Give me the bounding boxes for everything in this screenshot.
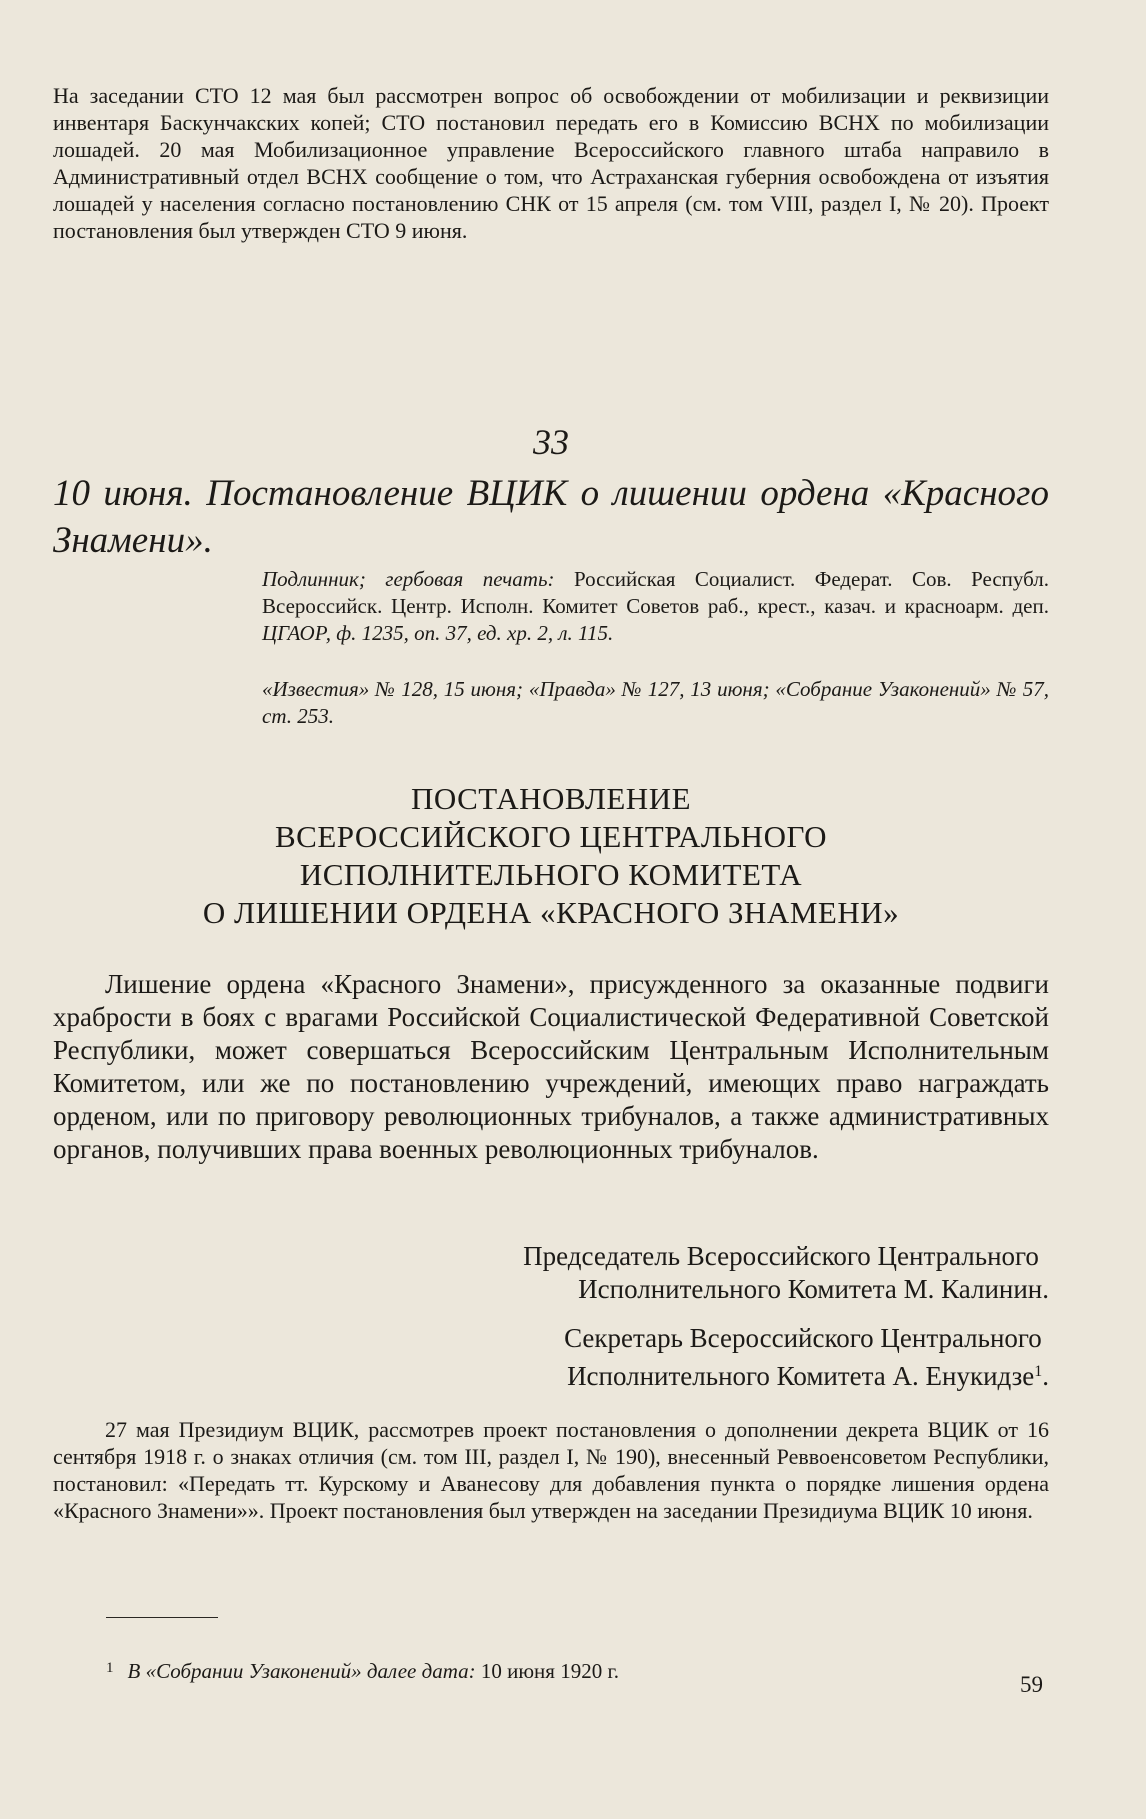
decree-title-line: ПОСТАНОВЛЕНИЕ: [410, 781, 692, 816]
decree-title-line: О ЛИШЕНИИ ОРДЕНА «КРАСНОГО ЗНАМЕНИ»: [202, 895, 900, 930]
signature-end: .: [1042, 1361, 1049, 1391]
editorial-note: 27 мая Президиум ВЦИК, рассмотрев проект постановления о дополнении декрета ВЦИК от 16 сентября 1918 г. о знаках отличия (см. том III, раздел I, № 190), внесенный Реввоенсоветом Республики, постановил: «Передать тт. Курскому и Аванесову для добавления пункта о порядке лишения ордена «Красного Знамени»». Проект постановления был утвержден на заседании Президиума ВЦИК 10 июня.: [53, 1417, 1049, 1523]
footnote-date: 10 июня 1920 г.: [480, 1659, 619, 1683]
document-number: 33: [533, 422, 569, 462]
decree-title-line: ИСПОЛНИТЕЛЬНОГО КОМИТЕТА: [299, 857, 803, 892]
page-number: 59: [1020, 1672, 1043, 1697]
footnote-divider: [106, 1617, 218, 1618]
signature-line: Председатель Всероссийского Центрального: [523, 1241, 1039, 1271]
signature-line: Секретарь Всероссийского Центрального: [564, 1323, 1042, 1353]
source-archive: ЦГАОР, ф. 1235, оп. 37, ед. хр. 2, л. 115.: [262, 621, 614, 645]
decree-title-line: ВСЕРОССИЙСКОГО ЦЕНТРАЛЬНОГО: [274, 819, 827, 854]
source-original: [262, 566, 1049, 647]
source-label: Подлинник; гербовая печать:: [262, 567, 555, 591]
source-publications: «Известия» № 128, 15 июня; «Правда» № 127, 13 июня; «Собрание Узаконений» № 57, ст. 253.: [262, 677, 1049, 728]
decree-body: Лишение ордена «Красного Знамени», присужденного за оказанные подвиги храбрости в боях с врагами Российской Социалистической Федеративной Советской Республики, может совершаться Всероссийским Центральным Исполнительным Комитетом, или же по постановлению учреждений, имеющих право награждать орденом, или по приговору революционных трибуналов, а также административных органов, получивших права военных революционных трибуналов.: [53, 969, 1049, 1164]
document-heading: 10 июня. Постановление ВЦИК о лишении ордена «Красного Знамени».: [53, 473, 1049, 561]
footnote-italic: В «Собрании Узаконений» далее дата:: [127, 1659, 476, 1683]
signature-secretary: [564, 1322, 1049, 1393]
footnote-reference: 1: [1034, 1363, 1043, 1380]
intro-paragraph: На заседании СТО 12 мая был рассмотрен вопрос об освобождении от мобилизации и реквизиции инвентаря Баскунчакских копей; СТО постановил передать его в Комиссию ВСНХ по мобилизации лошадей. 20 мая Мобилизационное управление Всероссийского главного штаба направило в Административный отдел ВСНХ сообщение о том, что Астраханская губерния освобождена от изъятия лошадей у населения согласно постановлению СНК от 15 апреля (см. том VIII, раздел I, № 20). Проект постановления был утвержден СТО 9 июня.: [53, 83, 1049, 243]
footnote-marker: 1: [106, 1660, 114, 1676]
signature-line: Исполнительного Комитета М. Калинин.: [578, 1274, 1049, 1304]
signature-line: Исполнительного Комитета А. Енукидзе: [567, 1361, 1035, 1391]
signature-chairman: [523, 1240, 1049, 1306]
footnote: [106, 1655, 619, 1685]
decree-title: [53, 780, 1049, 932]
source-seal-text: Российская Социалист. Федерат. Сов. Республ. Всероссийск. Центр. Исполн. Комитет Советов раб., крест., казач. и красноарм. деп.: [262, 567, 1049, 618]
